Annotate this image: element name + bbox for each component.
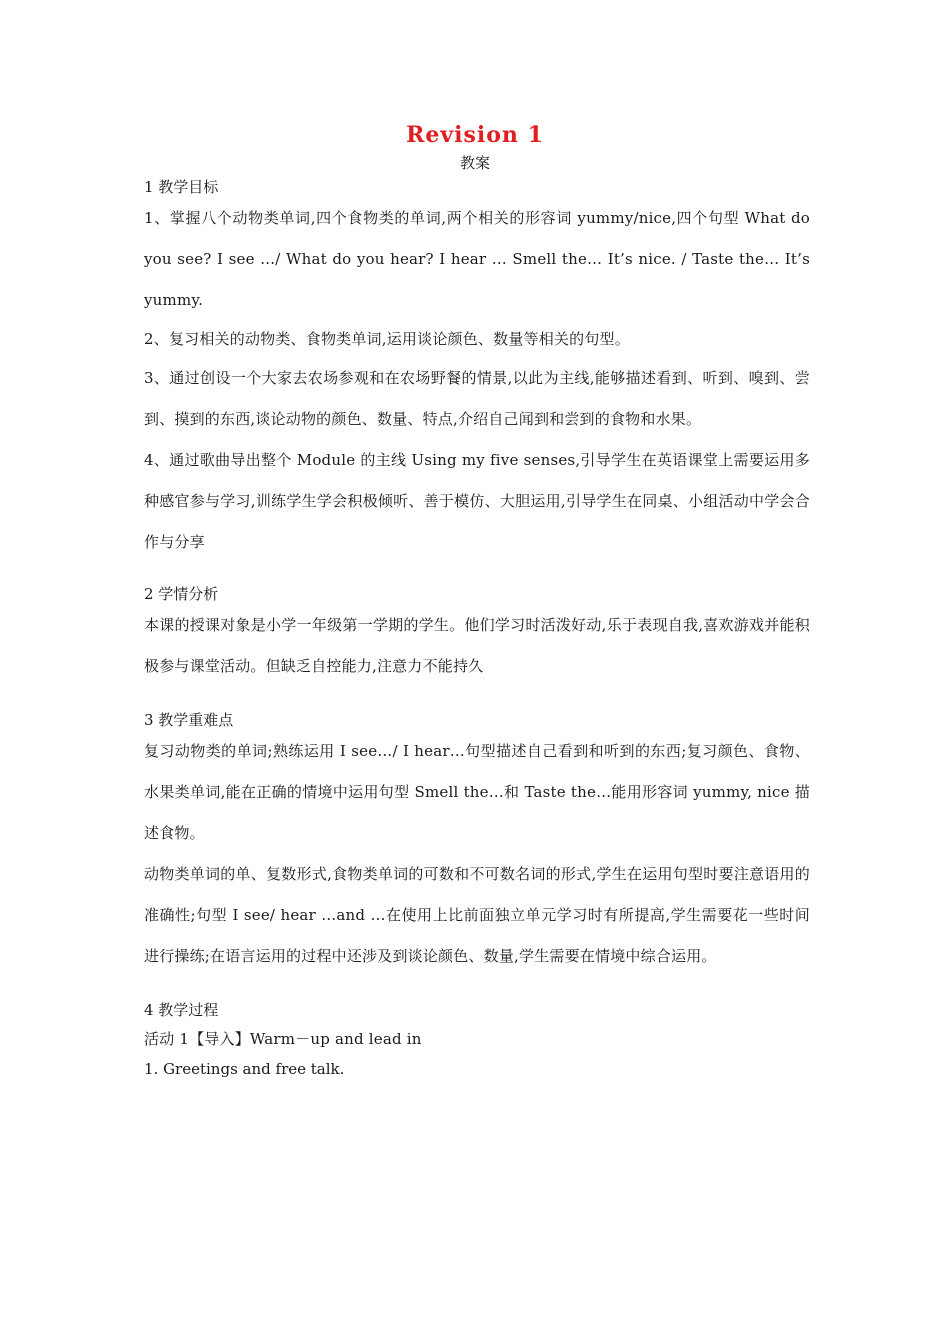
objective-item-1: 1、掌握八个动物类单词,四个食物类的单词,两个相关的形容词 yummy/nice,四个句型 What do you see? I see …/ What do you hear? I hear … Smell the… It’s nice. / Taste the… It’s yummy. [144,209,810,309]
objective-item-4: 4、通过歌曲导出整个 Module 的主线 Using my five senses,引导学生在英语课堂上需要运用多种感官参与学习,训练学生学会积极倾听、善于模仿、大胆运用,引导学生在同桌、小组活动中学会合作与分享 [144,451,810,551]
activity-1-heading: 活动 1【导入】Warm－up and lead in [144,1030,422,1048]
section-heading-process: 4 教学过程 [144,1001,219,1019]
activity-1-step-1: 1. Greetings and free talk. [144,1060,345,1078]
document-body [144,176,810,1080]
document-title: Revision 1 [406,122,544,148]
analysis-text: 本课的授课对象是小学一年级第一学期的学生。他们学习时活泼好动,乐于表现自我,喜欢游戏并能积极参与课堂活动。但缺乏自控能力,注意力不能持久 [144,616,810,675]
objective-item-2: 2、复习相关的动物类、食物类单词,运用谈论颜色、数量等相关的句型。 [144,330,630,348]
section-heading-analysis: 2 学情分析 [144,585,219,603]
section-heading-objectives: 1 教学目标 [144,178,219,196]
section-heading-key-points: 3 教学重难点 [144,711,234,729]
key-points-paragraph-2: 动物类单词的单、复数形式,食物类单词的可数和不可数名词的形式,学生在运用句型时要注意语用的准确性;句型 I see/ hear …and …在使用上比前面独立单元学习时有所提高,学生需要花一些时间进行操练;在语言运用的过程中还涉及到谈论颜色、数量,学生需要在情境中综合运用。 [144,865,810,965]
objective-item-3: 3、通过创设一个大家去农场参观和在农场野餐的情景,以此为主线,能够描述看到、听到、嗅到、尝到、摸到的东西,谈论动物的颜色、数量、特点,介绍自己闻到和尝到的食物和水果。 [144,369,810,428]
document-subtitle: 教案 [459,154,490,172]
key-points-paragraph-1: 复习动物类的单词;熟练运用 I see…/ I hear…句型描述自己看到和听到的东西;复习颜色、食物、水果类单词,能在正确的情境中运用句型 Smell the…和 Taste the…能用形容词 yummy, nice 描述食物。 [144,742,810,842]
